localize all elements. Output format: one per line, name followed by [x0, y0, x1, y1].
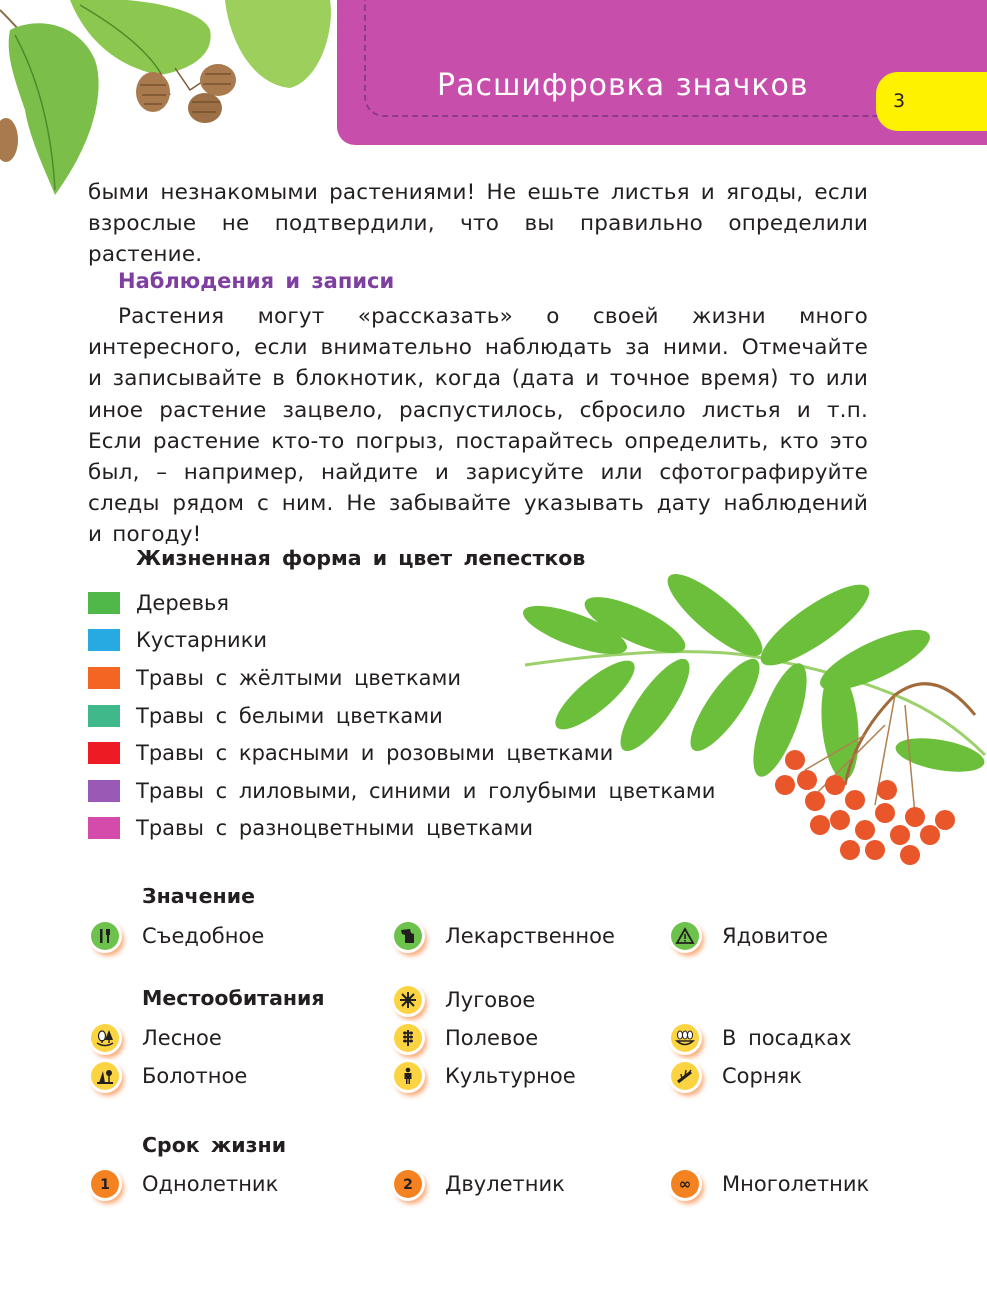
- svg-text:1: 1: [100, 1177, 110, 1193]
- swatch-green-icon: [88, 592, 120, 614]
- medicine-bottle-icon: [394, 922, 422, 950]
- legend-item-trees: [88, 584, 715, 622]
- key-weed: [671, 1059, 802, 1093]
- key-swamp: [91, 1059, 247, 1093]
- one-icon: [91, 1170, 119, 1198]
- alder-branch-illustration: [0, 0, 340, 200]
- observations-subheading: Наблюдения и записи: [118, 269, 395, 293]
- legend-item-purple-blue-herbs: [88, 772, 715, 810]
- legend-label: Травы с разноцветными цветками: [136, 816, 533, 841]
- key-forest: [91, 1021, 222, 1055]
- svg-text:2: 2: [403, 1177, 413, 1193]
- swatch-teal-icon: [88, 705, 120, 727]
- fork-knife-icon: [91, 922, 119, 950]
- legend-label: Травы с красными и розовыми цветками: [136, 741, 614, 766]
- swatch-purple-icon: [88, 780, 120, 802]
- significance-title: Значение: [142, 884, 255, 908]
- legend-label: Травы с белыми цветками: [136, 703, 443, 728]
- life-form-legend: [88, 584, 715, 847]
- key-field: [394, 1021, 538, 1055]
- two-icon: [394, 1170, 422, 1198]
- key-poisonous: [671, 919, 828, 953]
- warning-triangle-icon: [671, 922, 699, 950]
- key-label: В посадках: [722, 1026, 852, 1050]
- key-label: Двулетник: [445, 1172, 565, 1196]
- key-edible: [91, 919, 264, 953]
- swatch-orange-icon: [88, 667, 120, 689]
- legend-item-yellow-herbs: [88, 659, 715, 697]
- key-biennial: [394, 1167, 565, 1201]
- legend-label: Травы с лиловыми, синими и голубыми цветками: [136, 778, 716, 803]
- weed-icon: [671, 1062, 699, 1090]
- intro-paragraph-2: Растения могут «рассказать» о своей жизни много интересного, если внимательно наблюдать за ними. Отмечайте и записывайте в блокнотик, когда (дата и точное время) то или иное растение зацвело, распустилось, сбросило листья и т.п. Если растение кто-то погрыз, постарайтесь определить, кто это был, – например, найдите и зарисуйте или сфотографируйте следы рядом с ним. Не забывайте указывать дату наблюдений и погоду!: [88, 304, 868, 548]
- habitat-title: Местообитания: [142, 986, 325, 1010]
- key-label: Полевое: [445, 1026, 539, 1050]
- life-form-legend-title: Жизненная форма и цвет лепестков: [136, 546, 586, 570]
- forest-trees-icon: [91, 1024, 119, 1052]
- swatch-magenta-icon: [88, 817, 120, 839]
- key-annual: [91, 1167, 278, 1201]
- swamp-reeds-icon: [91, 1062, 119, 1090]
- key-perennial: [671, 1167, 869, 1201]
- page-number: 3: [893, 90, 906, 112]
- meadow-flower-icon: [394, 986, 422, 1014]
- key-label: Съедобное: [142, 924, 265, 948]
- key-label: Сорняк: [722, 1064, 802, 1088]
- key-label: Ядовитое: [722, 924, 828, 948]
- wheat-ear-icon: [394, 1024, 422, 1052]
- legend-item-multicolor-herbs: [88, 810, 715, 848]
- page-title: Расшифровка значков: [437, 68, 809, 103]
- infinity-icon: [671, 1170, 699, 1198]
- key-label: Однолетник: [142, 1172, 279, 1196]
- planted-trees-icon: [671, 1024, 699, 1052]
- key-label: Лекарственное: [445, 924, 615, 948]
- key-label: Культурное: [445, 1064, 576, 1088]
- key-label: Луговое: [445, 988, 536, 1012]
- legend-item-shrubs: [88, 622, 715, 660]
- svg-text:∞: ∞: [678, 1175, 692, 1193]
- person-icon: [394, 1062, 422, 1090]
- intro-paragraph-1: быми незнакомыми растениями! Не ешьте листья и ягоды, если взрослые не подтвердили, что вы правильно определили растение.: [88, 180, 868, 268]
- key-label: Лесное: [142, 1026, 222, 1050]
- swatch-red-icon: [88, 742, 120, 764]
- lifespan-title: Срок жизни: [142, 1133, 287, 1157]
- legend-label: Деревья: [136, 590, 229, 615]
- swatch-blue-icon: [88, 629, 120, 651]
- key-label: Многолетник: [722, 1172, 870, 1196]
- legend-label: Травы с жёлтыми цветками: [136, 665, 461, 690]
- legend-item-red-pink-herbs: [88, 734, 715, 772]
- legend-item-white-herbs: [88, 697, 715, 735]
- key-label: Болотное: [142, 1064, 248, 1088]
- key-medicinal: [394, 919, 615, 953]
- key-cultivated: [394, 1059, 576, 1093]
- key-plantations: [671, 1021, 852, 1055]
- legend-label: Кустарники: [136, 628, 268, 653]
- key-meadow: [394, 983, 535, 1017]
